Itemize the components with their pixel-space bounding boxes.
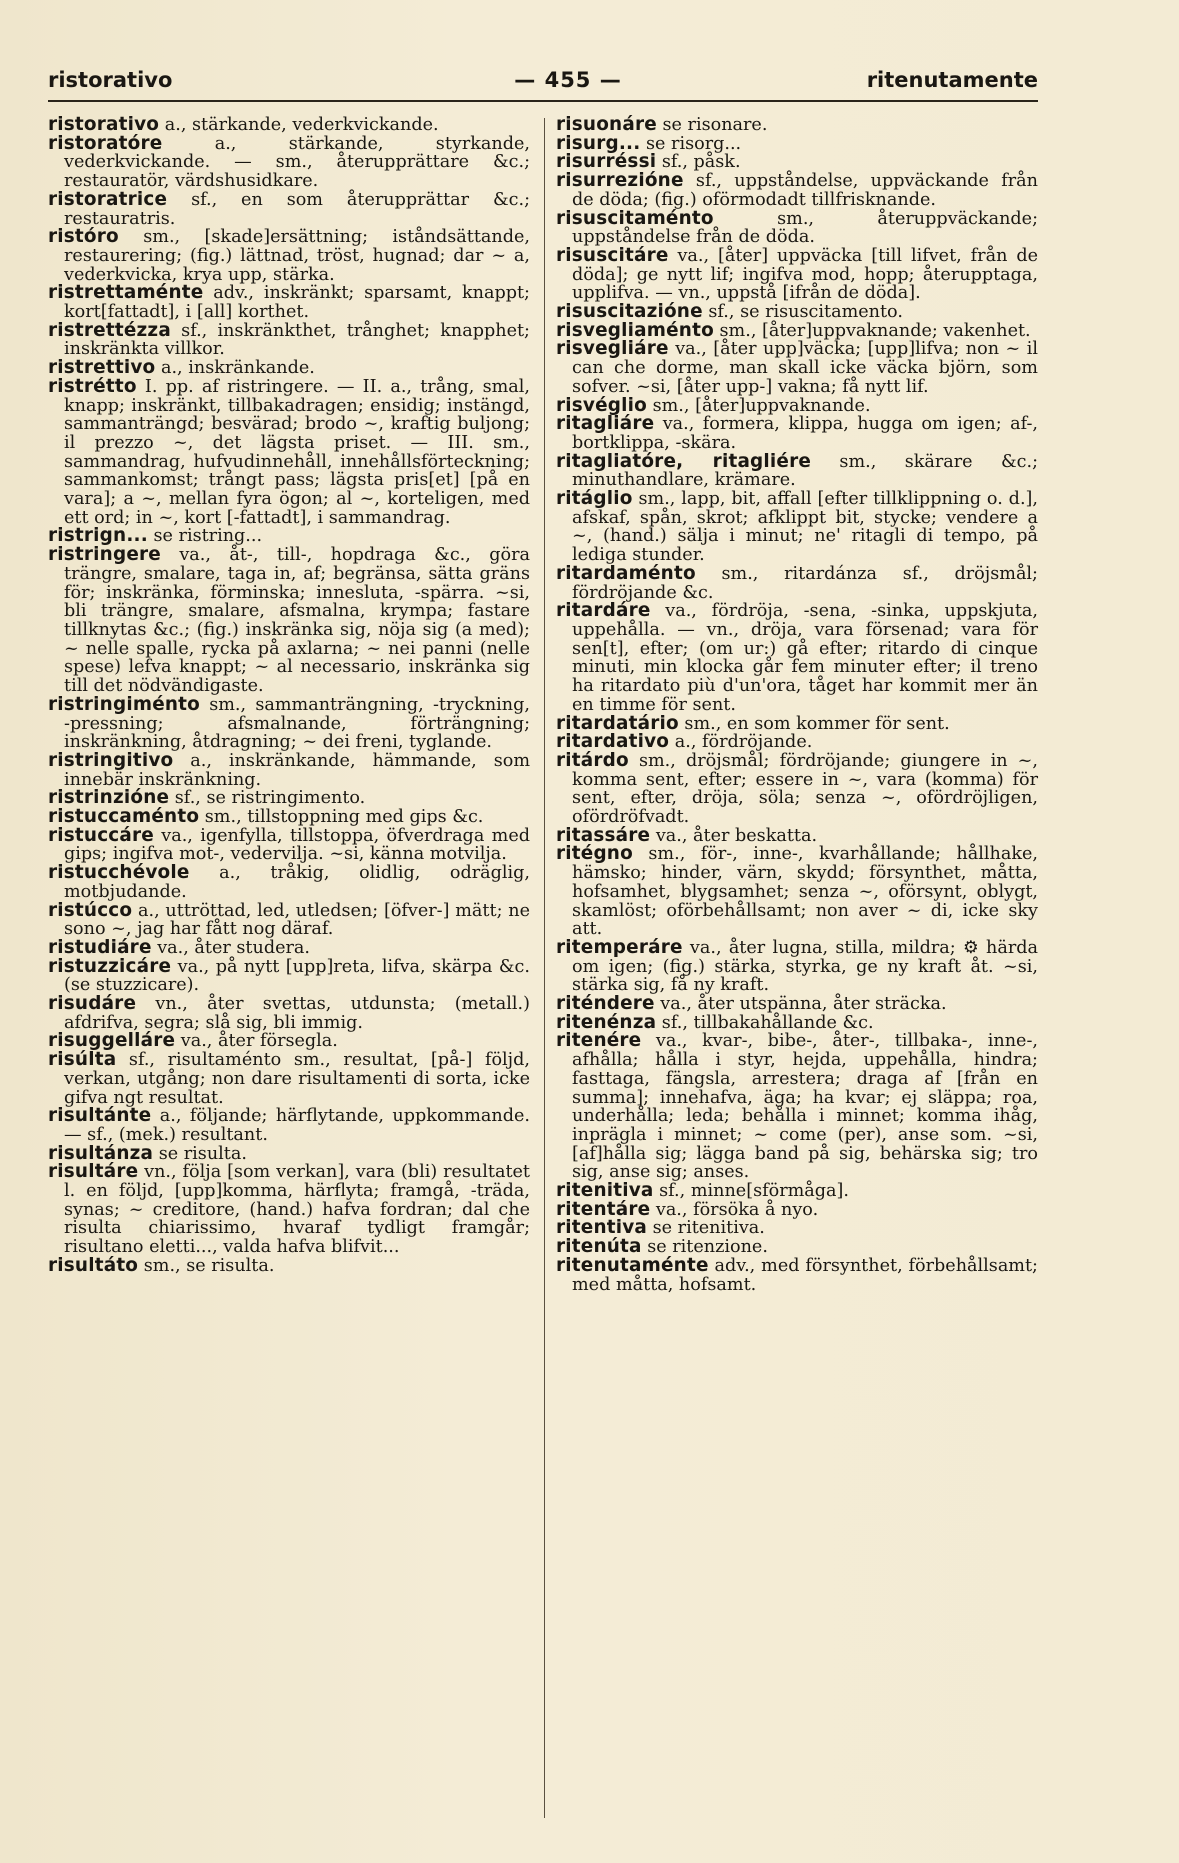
entry-definition: va., [åter upp]väcka; [upp]lifva; non ~ il can che dorme, man skall icke väcka björn, som sofver. ~si, [åter upp-] vakna; få nytt lif. xyxy=(572,339,1038,397)
entry-definition: sm., se risulta. xyxy=(138,1255,275,1276)
entry-headword: ritáglio xyxy=(556,488,633,510)
entry-headword: ristrign... xyxy=(48,525,148,547)
dictionary-entry xyxy=(48,864,530,901)
entry-headword: risvegliaménto xyxy=(556,319,714,341)
entry-definition: a., inskränkande. xyxy=(155,358,315,379)
dictionary-entry xyxy=(556,415,1038,452)
entry-headword: ritégno xyxy=(556,843,633,865)
entry-definition: a., inskränkande, hämmande, som innebär inskränkning. xyxy=(64,750,530,790)
dictionary-entry xyxy=(48,375,530,528)
dictionary-entry xyxy=(48,1032,530,1051)
dictionary-entry xyxy=(556,749,1038,828)
entry-headword: ritardatário xyxy=(556,712,679,734)
entry-definition: adv., med försynthet, förbehållsamt; med måtta, hofsamt. xyxy=(572,1255,1038,1295)
dictionary-entry xyxy=(48,132,530,192)
entry-definition: sm., återuppväckande; uppståndelse från de döda. xyxy=(572,208,1038,248)
entry-definition: sm., ritardánza sf., dröjsmål; fördröjande &c. xyxy=(572,563,1038,603)
entry-headword: risúlta xyxy=(48,1049,117,1071)
entry-definition: sm., tillstoppning med gips &c. xyxy=(199,807,484,828)
entry-definition: va., åter försegla. xyxy=(175,1031,338,1052)
entry-headword: ritenutaménte xyxy=(556,1254,709,1276)
entry-headword: ritárdo xyxy=(556,749,629,771)
entry-definition: vn., följa [som verkan], vara (bli) resultatet l. en följd, [upp]komma, härflyta; framgå, -träda, synas; ~ creditore, (hand.) hafva fordran; dal che risulta chiarissimo, hvaraf tydligt framgår; risultano eletti..., valda hafva blifvit... xyxy=(64,1162,530,1258)
entry-definition: se ristring... xyxy=(147,526,263,547)
entry-definition: adv., inskränkt; sparsamt, knappt; kort[fattadt], i [all] korthet. xyxy=(64,283,530,323)
entry-definition: va., på nytt [upp]reta, lifva, skärpa &c. (se stuzzicare). xyxy=(64,956,530,996)
entry-definition: sf., inskränkthet, trånghet; knapphet; inskränkta villkor. xyxy=(64,320,530,360)
entry-headword: ristrettézza xyxy=(48,319,171,341)
entry-headword: ristóro xyxy=(48,226,119,248)
header-last-entry: ritenutamente xyxy=(866,68,1038,92)
entry-definition: se risulta. xyxy=(153,1143,247,1164)
entry-headword: ritenére xyxy=(556,1030,642,1052)
entry-headword: ristoratóre xyxy=(48,132,163,154)
entry-definition: sm., skärare &c.; minuthandlare, krämare. xyxy=(572,451,1038,491)
entry-headword: risultánza xyxy=(48,1142,154,1164)
entry-definition: vn., åter svettas, utdunsta; (metall.) afdrifva, segra; slå sig, bli immig. xyxy=(64,994,530,1033)
dictionary-entry xyxy=(556,1032,1038,1182)
entry-headword: ritentáre xyxy=(556,1198,651,1220)
entry-definition: sf., se risuscitamento. xyxy=(702,302,903,323)
dictionary-entry xyxy=(48,1051,530,1107)
dictionary-entry xyxy=(556,172,1038,209)
dictionary-entry xyxy=(48,1163,530,1257)
entry-definition: va., åter beskatta. xyxy=(650,825,818,846)
entry-definition: va., åter studera. xyxy=(151,937,310,958)
entry-headword: ristrinzióne xyxy=(48,787,170,809)
entry-definition: I. pp. af ristringere. — II. a., trång, smal, knapp; inskränkt, tillbakadragen; ensidig; instängd, sammanträngd; besvärad; brodo ~, kraftig buljong; il prezzo ~, det lägsta priset. — III. sm., sammandrag, hufvudinnehåll, innehållsförteckning; sammankomst; trångt pass; lägsta pris[et] [på en vara]; a ~, mellan fyra ögon; al ~, korteligen, med ett ord; in ~, kort [-fattadt], i sammandrag. xyxy=(64,376,530,528)
dictionary-entry xyxy=(556,845,1038,939)
dictionary-entry xyxy=(48,1254,530,1276)
entry-definition: sm., sammanträngning, -tryckning, -pressning; afsmalnande, förträngning; inskränkning, åtdragning; ~ dei freni, tyglande. xyxy=(64,694,530,753)
dictionary-entry xyxy=(556,1254,1038,1295)
entry-definition: a., uttröttad, led, utledsen; [öfver-] mätt; ne sono ~, jag har fått nog däraf. xyxy=(64,900,530,940)
dictionary-entry xyxy=(48,995,530,1032)
entry-definition: sf., minne[sförmåga]. xyxy=(653,1181,849,1202)
left-column xyxy=(48,116,530,1276)
dictionary-entry xyxy=(556,490,1038,565)
entry-headword: ritenúta xyxy=(556,1236,642,1258)
entry-headword: ritenitiva xyxy=(556,1180,654,1202)
entry-headword: risvéglio xyxy=(556,394,647,416)
header-first-entry: ristorativo xyxy=(48,68,173,92)
entry-definition: va., åt-, till-, hopdraga &c., göra trängre, smalare, taga in, af; begränsa, sätta gräns för; inskränka, förminska; innesluta, -spärra. ~si, bli trängre, smalare, afsmalna, krympa; fastare tillknytas &c.; (fig.) inskränka sig, nöja sig (a med); ~ nelle spalle, rycka på axlarna; ~ nei panni (nelle spese) lefva knappt; ~ al necessario, inskränka sig till det nödvändigaste. xyxy=(64,545,530,697)
page-number: — 455 — xyxy=(514,68,622,92)
entry-headword: ritagliatóre, ritagliére xyxy=(556,450,812,472)
entry-headword: ritardáre xyxy=(556,600,651,622)
entry-headword: ritardativo xyxy=(556,731,670,753)
entry-definition: se risonare. xyxy=(656,115,768,135)
entry-definition: va., åter lugna, stilla, mildra; ⚙ härda om igen; (fig.) stärka, styrka, ge ny kraft åt. ~si, stärka sig, få ny kraft. xyxy=(572,937,1038,996)
entry-definition: sf., tillbakahållande &c. xyxy=(656,1012,874,1033)
right-column xyxy=(556,116,1038,1294)
page-header xyxy=(48,68,1038,102)
entry-headword: risurg... xyxy=(556,132,641,154)
entry-headword: risurrezióne xyxy=(556,170,684,192)
entry-headword: ristudiáre xyxy=(48,936,152,958)
entry-headword: ristrettivo xyxy=(48,357,156,379)
entry-definition: sm., en som kommer för sent. xyxy=(678,713,950,734)
dictionary-entry xyxy=(556,602,1038,714)
entry-definition: se ritenitiva. xyxy=(647,1218,765,1239)
dictionary-entry xyxy=(556,562,1038,603)
entry-headword: ritardaménto xyxy=(556,562,696,584)
entry-headword: risuscitáre xyxy=(556,244,669,266)
dictionary-entry xyxy=(48,546,530,696)
entry-definition: va., åter utspänna, åter sträcka. xyxy=(654,994,947,1015)
entry-definition: va., kvar-, bibe-, åter-, tillbaka-, inne-, afhålla; hålla i styr, hejda, uppehålla, hindra; fasttaga, fängsla, arrestera; draga af [från en summa]; innehafva, äga; ha kvar; ej släppa; roa, underhålla; leda; behålla i minnet; komma ihåg, inprägla i minnet; ~ come (per), anse som. ~si, [af]hålla sig; lägga band på sig, behärska sig; tro sig, anse sig; anses. xyxy=(572,1031,1038,1183)
entry-headword: ritentiva xyxy=(556,1217,648,1239)
entry-definition: sm., [åter]uppvaknande; vakenhet. xyxy=(713,320,1031,341)
dictionary-entry xyxy=(48,188,530,229)
dictionary-entry xyxy=(48,228,530,284)
entry-headword: ristrétto xyxy=(48,375,137,397)
entry-definition: sm., lapp, bit, affall [efter tillklippning o. d.], afskaf, spån, skrot; afklippt bit, stycke; vendere a ~, (hand.) sälja i minut; ne' ritagli di tempo, på lediga stunder. xyxy=(572,489,1038,566)
dictionary-entry xyxy=(48,824,530,865)
entry-headword: ristringere xyxy=(48,544,161,566)
entry-definition: a., stärkande, vederkvickande. xyxy=(159,115,439,135)
dictionary-entry xyxy=(556,244,1038,304)
dictionary-entry xyxy=(556,340,1038,396)
dictionary-entry xyxy=(48,284,530,321)
entry-headword: risuscitazióne xyxy=(556,301,703,323)
entry-headword: ristuccaménto xyxy=(48,806,200,828)
entry-definition: sm., [åter]uppvaknande. xyxy=(647,395,871,416)
entry-definition: sf., uppståndelse, uppväckande från de döda; (fig.) oförmodadt tillfrisknande. xyxy=(572,171,1038,210)
entry-definition: a., tråkig, olidlig, odräglig, motbjudande. xyxy=(64,863,530,902)
entry-definition: a., stärkande, styrkande, vederkvickande. — sm., återupprättare &c.; restauratör, värdshusidkare. xyxy=(64,133,530,192)
dictionary-entry xyxy=(556,450,1038,491)
entry-headword: ristuccáre xyxy=(48,824,154,846)
dictionary-entry xyxy=(48,693,530,753)
entry-definition: sf., risultaménto sm., resultat, [på-] följd, verkan, utgång; non dare risultamenti di sorta, icke gifva ngt resultat. xyxy=(64,1050,530,1108)
dictionary-entry xyxy=(556,936,1038,996)
entry-headword: risultáto xyxy=(48,1254,139,1276)
entry-definition: sm., dröjsmål; fördröjande; giungere in ~, komma sent, efter; essere in ~, vara (komma) för sent, efter, dröja, söla; senza ~, ofördröjligen, ofördröfvadt. xyxy=(572,750,1038,828)
entry-headword: ritemperáre xyxy=(556,936,683,958)
entry-headword: ristringiménto xyxy=(48,693,200,715)
dictionary-entry xyxy=(48,319,530,360)
entry-definition: va., [åter] uppväcka [till lifvet, från de döda]; ge nytt lif; ingifva mod, hopp; återupptaga, upplifva. — vn., uppstå [ifrån de döda]. xyxy=(572,245,1038,304)
dictionary-entry xyxy=(48,1107,530,1144)
entry-headword: ritagliáre xyxy=(556,413,655,435)
entry-headword: ristoratrice xyxy=(48,188,168,210)
entry-definition: sf., se ristringimento. xyxy=(169,788,366,809)
dictionary-entry xyxy=(556,207,1038,248)
entry-headword: risultánte xyxy=(48,1105,152,1127)
entry-headword: riténdere xyxy=(556,993,655,1015)
entry-headword: risuggelláre xyxy=(48,1030,176,1052)
entry-headword: ristringitivo xyxy=(48,749,174,771)
column-divider xyxy=(544,118,545,1818)
entry-headword: risuscitaménto xyxy=(556,207,714,229)
entry-headword: ritenénza xyxy=(556,1011,657,1033)
entry-headword: risuonáre xyxy=(556,114,657,135)
entry-headword: risurréssi xyxy=(556,151,657,173)
entry-definition: se risorg... xyxy=(640,133,742,154)
entry-definition: va., fördröja, -sena, -sinka, uppskjuta, uppehålla. — vn., dröja, vara försenad; vara för sen[t], efter; (om ur:) gå efter; ritardo di cinque minuti, min klocka går fem minuter efter; il treno ha ritardato più d'un'ora, tåget har kommit mer än en timme för sent. xyxy=(572,601,1038,715)
entry-headword: risultáre xyxy=(48,1161,139,1183)
entry-definition: se ritenzione. xyxy=(641,1237,768,1258)
entry-headword: risvegliáre xyxy=(556,338,669,360)
entry-headword: risudáre xyxy=(48,993,137,1015)
entry-definition: sf., påsk. xyxy=(656,152,741,173)
entry-headword: ristúcco xyxy=(48,899,133,921)
entry-definition: va., formera, klippa, hugga om igen; af-, bortklippa, -skära. xyxy=(572,414,1038,453)
entry-headword: ristorativo xyxy=(48,114,160,135)
entry-headword: ritassáre xyxy=(556,824,651,846)
entry-definition: sm., för-, inne-, kvarhållande; hållhake, hämsko; hinder, värn, skydd; försynthet, måtta, hofsamhet, blygsamhet; senza ~, oförsynt, oblygt, skamlöst; oförbehållsamt; non aver ~ di, icke sky att. xyxy=(572,844,1038,940)
entry-headword: ristucchévole xyxy=(48,862,190,884)
entry-headword: ristrettaménte xyxy=(48,282,204,304)
entry-definition: sm., [skade]ersättning; iståndsättande, restaurering; (fig.) lättnad, tröst, hugnad; dar ~ a, vederkvicka, krya upp, stärka. xyxy=(64,227,530,285)
header-rule xyxy=(48,100,1038,102)
dictionary-entry xyxy=(48,899,530,940)
entry-definition: sf., en som återupprättar &c.; restauratris. xyxy=(64,189,530,229)
dictionary-entry xyxy=(48,955,530,996)
dictionary-entry xyxy=(48,749,530,790)
entry-definition: a., följande; härflytande, uppkommande. — sf., (mek.) resultant. xyxy=(64,1106,530,1145)
entry-headword: ristuzzicáre xyxy=(48,955,172,977)
entry-definition: va., igenfylla, tillstoppa, öfverdraga med gips; ingifva mot-, vedervilja. ~si, känna motvilja. xyxy=(64,825,530,865)
entry-definition: a., fördröjande. xyxy=(669,732,813,753)
entry-definition: va., försöka å nyo. xyxy=(650,1199,819,1220)
